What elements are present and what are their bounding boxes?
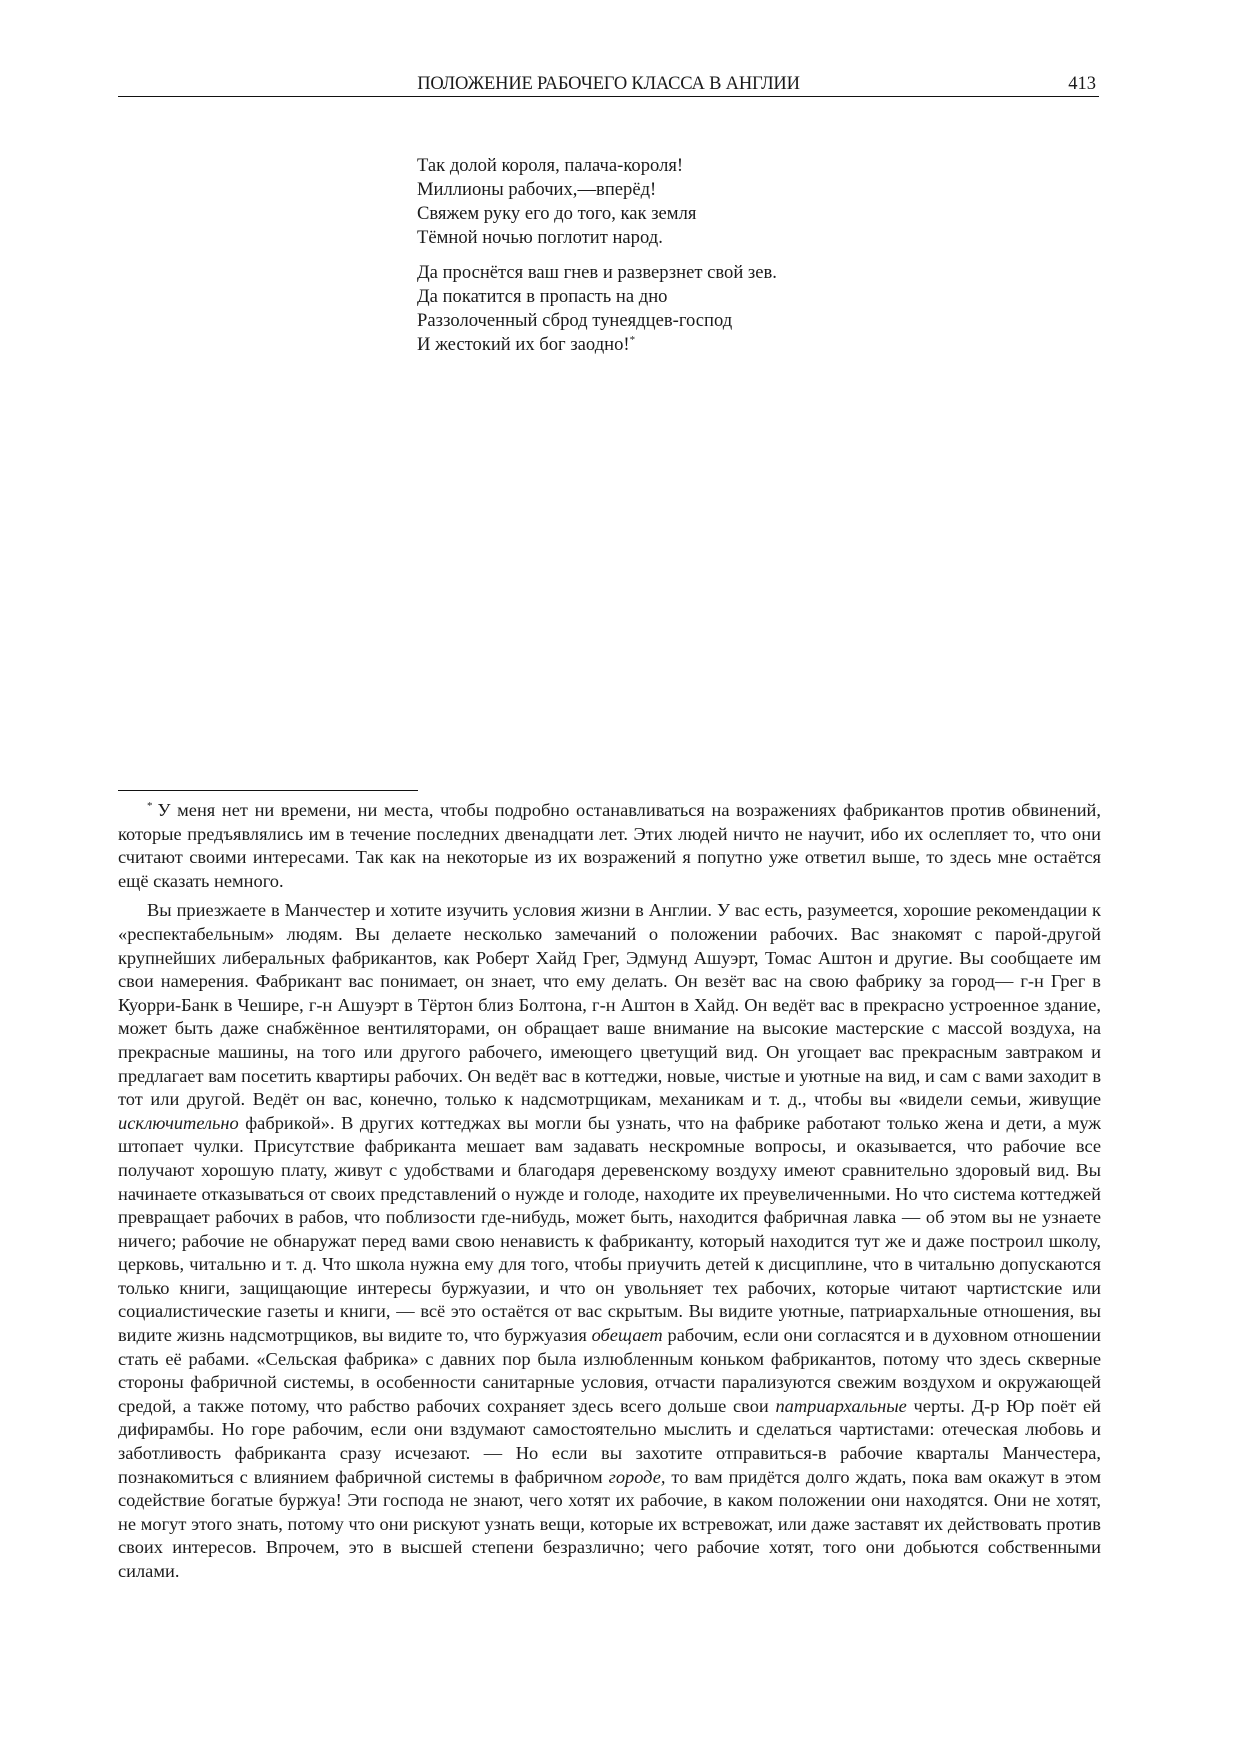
running-header <box>118 74 1099 97</box>
poem-line: Миллионы рабочих,—вперёд! <box>417 179 657 200</box>
footnote-paragraph-1 <box>118 799 1101 893</box>
poem-line: Да проснётся ваш гнев и разверзнет свой зев. <box>417 262 777 283</box>
footnote-text: то вам придётся долго ждать, пока вам окажут в этом содействие богатые буржуа! Эти господа не знают, чего хотят их рабочие, в каком положении они находятся. Они не хотят, не могут этого знать, потому что они рискуют узнать вещи, которые их встревожат, или даже заставят их действовать против своих интересов. Впрочем, это в высшей степени безразлично; чего рабочие хотят, того они добьются собственными силами. <box>118 1466 1102 1581</box>
poem-line: Тёмной ночью поглотит народ. <box>417 227 663 248</box>
footnote-text: рабочим, если они согласятся и в духовном отношении стать её рабами. «Сельская фабрика» с давних пор была излюбленным коньком фабрикантов, потому что здесь скверные стороны фабричной системы, в особенности санитарные условия, отчасти парализуются свежим воздухом и окружающей средой, а также потому, что рабство рабочих сохраняет здесь всего дольше свои <box>118 1325 1101 1416</box>
footnote-paragraph-2 <box>118 899 1101 1583</box>
emphasized-text: исключительно <box>118 1112 239 1133</box>
emphasized-text: городе, <box>608 1466 666 1487</box>
poem-stanza-1 <box>417 154 937 250</box>
poem-line: Да покатится в пропасть на дно <box>417 286 668 307</box>
poem-line-text: И жестокий их бог заодно! <box>417 334 630 355</box>
emphasized-text: патриархальные <box>775 1395 907 1416</box>
poem-line: Так долой короля, палача-короля! <box>417 155 684 176</box>
emphasized-text: обещает <box>591 1325 663 1346</box>
poem-stanza-2 <box>417 261 937 357</box>
poem <box>417 154 937 368</box>
footnote-text: Вы приезжаете в Манчестер и хотите изучить условия жизни в Англии. У вас есть, разумеется, хорошие рекомендации к «респектабельным» людям. Вы делаете несколько замечаний о положении рабочих. Вас знакомят с парой-другой крупнейших либеральных фабрикантов, как Роберт Хайд Грег, Эдмунд Ашуэрт, Томас Аштон и другие. Вы сообщаете им свои намерения. Фабрикант вас понимает, он знает, что ему делать. Он везёт вас на свою фабрику за город— г-н Грег в Куорри-Банк в Чешире, г-н Ашуэрт в Тёртон близ Болтона, г-н Аштон в Хайд. Он ведёт вас в прекрасно устроенное здание, может быть даже снабжённое вентиляторами, он обращает ваше внимание на высокие мастерские с массой воздуха, на прекрасные машины, на того или другого рабочего, имеющего цветущий вид. Он угощает вас прекрасным завтраком и предлагает вам посетить квартиры рабочих. Он ведёт вас в коттеджи, новые, чистые и уютные на вид, и сам с вами заходит в тот или другой. Ведёт он вас, конечно, только к надсмотрщикам, механикам и т. д., чтобы вы «видели семьи, живущие <box>118 900 1101 1110</box>
running-title: ПОЛОЖЕНИЕ РАБОЧЕГО КЛАССА В АНГЛИИ <box>417 74 800 94</box>
footnote-paragraph-1-text: У меня нет ни времени, ни места, чтобы подробно останавливаться на возражениях фабрикантов против обвинений, которые предъявлялись им в течение последних двенадцати лет. Этих людей ничто не научит, ибо их ослепляет то, что они считают своими интересами. Так как на некоторые из их возражений я попутно уже ответил выше, то здесь мне остаётся ещё сказать немного. <box>118 800 1101 891</box>
footnote-text: черты. Д-р Юр поёт ей дифирамбы. Но горе рабочим, если они вздумают самостоятельно мыслить и сделаться чартистами: отеческая любовь и заботливость фабриканта сразу исчезают. — Но если вы захотите отправиться-в рабочие кварталы Манчестера, познакомиться с влиянием фабричной системы в фабричном <box>118 1395 1101 1487</box>
page-number: 413 <box>1068 74 1096 94</box>
footnote-text: фабрикой». В других коттеджах вы могли бы узнать, что на фабрике работают только жена и дети, а муж штопает чулки. Присутствие фабриканта мешает вам задавать нескромные вопросы, и оказывается, что рабочие все получают хорошую плату, живут с удобствами и благодаря деревенскому воздуху имеют сравнительно здоровый вид. Вы начинаете отказываться от своих представлений о нужде и голоде, находите их преувеличенными. Но что система коттеджей превращает рабочих в рабов, что поблизости где-нибудь, может быть, находится фабричная лавка — об этом вы не узнаете ничего; рабочие не обнаружат перед вами свою ненависть к фабриканту, который находится тут же и даже построил школу, церковь, читальню и т. д. Что школа нужна ему для того, чтобы приучить детей к дисциплине, что в читальню допускаются только книги, защищающие интересы буржуазии, и что он увольняет тех рабочих, которые читают чартистские или социалистические газеты и книги, — всё это остаётся от вас скрытым. Вы видите уютные, патриархальные отношения, вы видите жизнь надсмотрщиков, вы видите то, что буржуазия <box>118 1112 1101 1346</box>
poem-line: Раззолоченный сброд тунеядцев-господ <box>417 310 733 331</box>
poem-line-last <box>417 333 937 357</box>
footnote-reference-marker: * <box>629 333 636 346</box>
poem-line: Свяжем руку его до того, как земля <box>417 203 697 224</box>
footnote <box>118 799 1101 1584</box>
footnote-marker: * <box>147 799 153 812</box>
footnote-separator <box>118 790 418 791</box>
